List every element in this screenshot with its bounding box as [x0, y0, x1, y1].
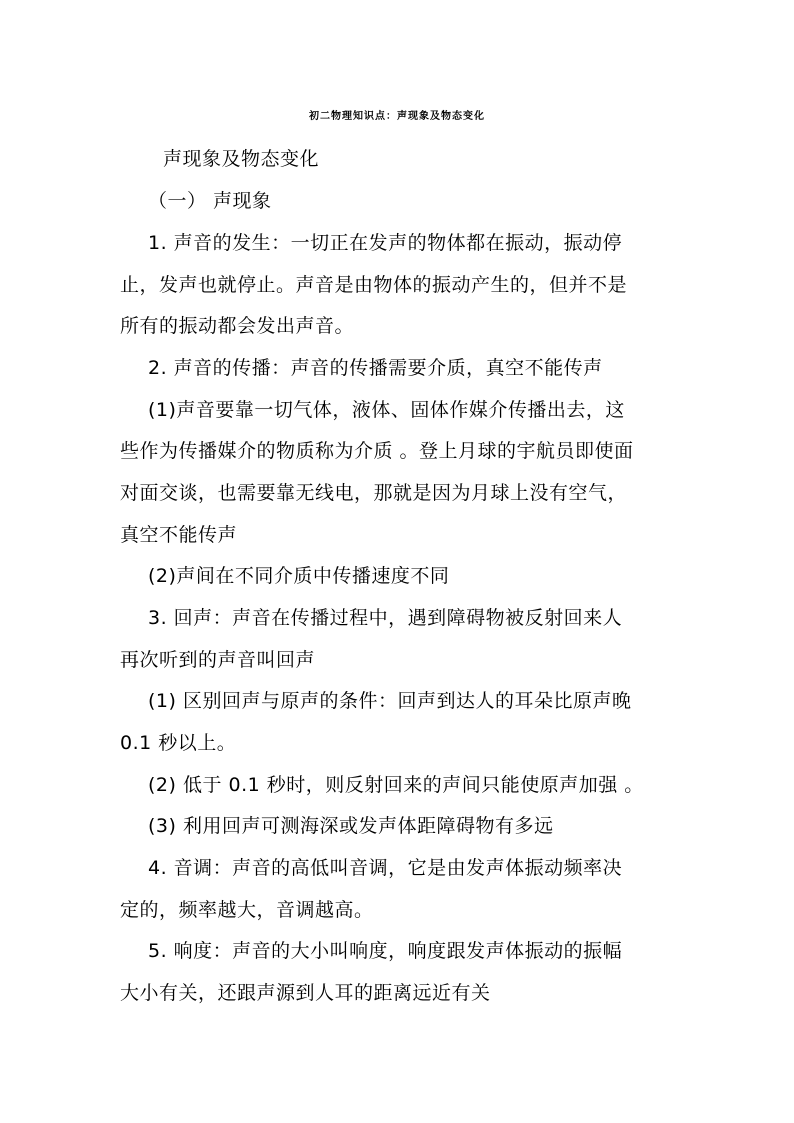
paragraph-line: 4. 音调：声音的高低叫音调，它是由发声体振动频率决: [148, 857, 623, 879]
paragraph-line: 真空不能传声: [120, 524, 238, 546]
paragraph-line: (3) 利用回声可测海深或发声体距障碍物有多远: [148, 815, 554, 837]
paragraph-line: 些作为传播媒介的物质称为介质 。登上月球的宇航员即使面: [120, 440, 634, 462]
document-title: 初二物理知识点：声现象及物态变化: [309, 111, 485, 122]
paragraph-line: 3. 回声：声音在传播过程中，遇到障碍物被反射回来人: [148, 607, 623, 629]
paragraph-line: 1. 声音的发生：一切正在发声的物体都在振动，振动停: [148, 232, 623, 254]
section-heading: （一） 声现象: [148, 190, 272, 212]
subtitle-line: 声现象及物态变化: [163, 148, 320, 170]
paragraph-line: 所有的振动都会发出声音。: [120, 315, 355, 337]
paragraph-line: 再次听到的声音叫回声: [120, 649, 316, 671]
paragraph-line: (2)声间在不同介质中传播速度不同: [148, 565, 450, 587]
paragraph-line: 2. 声音的传播：声音的传播需要介质，真空不能传声: [148, 357, 603, 379]
paragraph-line: (2) 低于 0.1 秒时，则反射回来的声间只能使原声加强 。: [148, 774, 644, 796]
paragraph-line: 定的，频率越大，音调越高。: [120, 899, 374, 921]
paragraph-line: 止，发声也就停止。声音是由物体的振动产生的，但并不是: [120, 274, 628, 296]
paragraph-line: 对面交谈，也需要靠无线电，那就是因为月球上没有空气，: [120, 482, 628, 504]
paragraph-line: 0.1 秒以上。: [120, 732, 237, 754]
paragraph-line: (1) 区别回声与原声的条件：回声到达人的耳朵比原声晚: [148, 690, 632, 712]
paragraph-line: 5. 响度：声音的大小叫响度，响度跟发声体振动的振幅: [148, 940, 623, 962]
paragraph-line: 大小有关，还跟声源到人耳的距离远近有关: [120, 982, 491, 1004]
paragraph-line: (1)声音要靠一切气体，液体、固体作媒介传播出去，这: [148, 399, 625, 421]
